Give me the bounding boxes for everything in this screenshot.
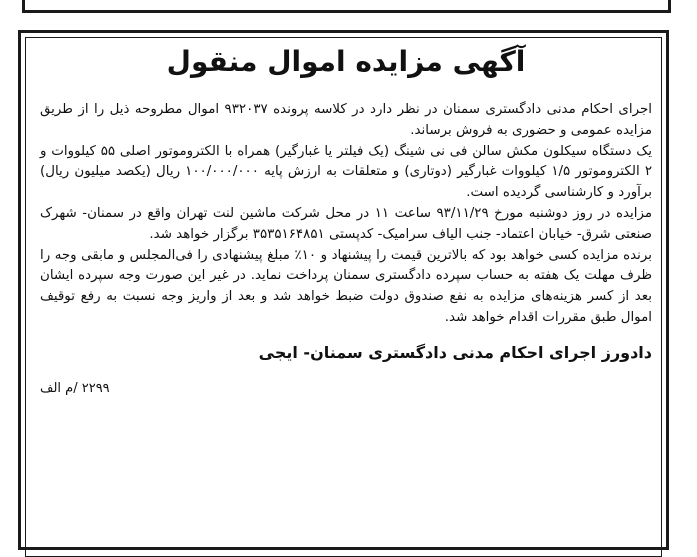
notice-title: آگهی مزایده اموال منقول — [166, 45, 526, 78]
auction-notice — [40, 40, 652, 399]
notice-signature: دادورز اجرای احکام مدنی دادگستری سمنان- ایجی — [258, 342, 652, 362]
notice-paragraph-item: یک دستگاه سیکلون مکش سالن فی نی شینگ (یک فیلتر یا غبارگیر) همراه با الکتروموتور اصلی ۵۵ کیلووات و ۲ الکتروموتور ۱/۵ کیلووات غبارگیر (دوتاری) و متعلقات به ارزش پایه ۱۰۰/۰۰۰/۰۰۰ ریال (یکصد میلیون ریال) برآورد و کارشناسی گردیده است. — [40, 143, 653, 201]
notice-paragraph-intro: اجرای احکام مدنی دادگستری سمنان در نظر دارد در کلاسه پرونده ۹۳۲۰۳۷ اموال مطروحه ذیل را از طریق مزایده عمومی و حضوری به فروش برساند. — [40, 102, 652, 138]
top-border-frame — [22, 0, 671, 13]
notice-reference-number: ۲۲۹۹ /م الف — [40, 380, 110, 396]
notice-paragraph-time-place: مزایده در روز دوشنبه مورخ ۹۳/۱۱/۲۹ ساعت ۱۱ در محل شرکت ماشین لنت تهران واقع در سمنان- شهرک صنعتی شرق- خیابان اعتماد- جنب الیاف سرامیک- کدپستی ۳۵۳۵۱۶۴۸۵۱ برگزار خواهد شد. — [40, 205, 653, 242]
notice-paragraph-terms: برنده مزایده کسی خواهد بود که بالاترین قیمت را پیشنهاد و ۱۰٪ مبلغ پیشنهادی را فی‌المجلس و مابقی وجه را ظرف مهلت یک هفته به حساب سپرده دادگستری سمنان پرداخت نماید. در غیر این صورت وجه سپرده ایشان بعد از کسر هزینه‌های مزایده به نفع صندوق دولت ضبط خواهد شد و بعد از واریز وجه نسبت به رفع توقیف اموال طبق مقررات اقدام خواهد شد. — [40, 247, 652, 325]
